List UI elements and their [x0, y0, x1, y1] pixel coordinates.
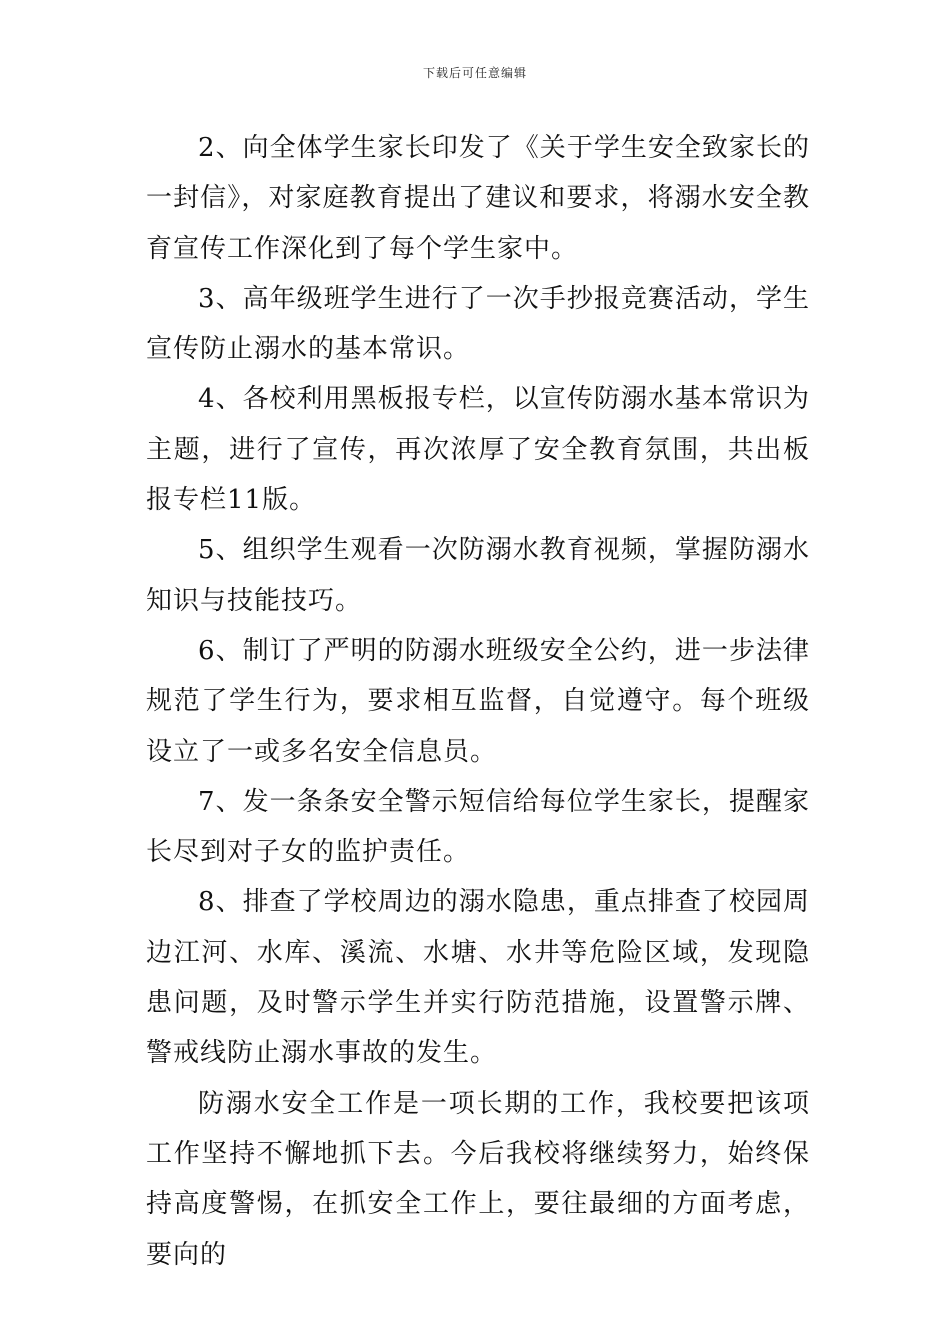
paragraph-item-8: 8、排查了学校周边的溺水隐患，重点排查了校园周边江河、水库、溪流、水塘、水井等危险区域，发现隐患问题，及时警示学生并实行防范措施，设置警示牌、警戒线防止溺水事故的发生。	[146, 887, 810, 1069]
document-body	[146, 123, 810, 1280]
paragraph-item-2: 2、向全体学生家长印发了《关于学生安全致家长的一封信》，对家庭教育提出了建议和要求，将溺水安全教育宣传工作深化到了每个学生家中。	[146, 133, 810, 264]
paragraph-item-7: 7、发一条条安全警示短信给每位学生家长，提醒家长尽到对子女的监护责任。	[146, 786, 810, 868]
paragraph-conclusion: 防溺水安全工作是一项长期的工作，我校要把该项工作坚持不懈地抓下去。今后我校将继续努力，始终保持高度警惕，在抓安全工作上，要往最细的方面考虑，要向的	[146, 1088, 810, 1270]
paragraph-item-4: 4、各校利用黑板报专栏，以宣传防溺水基本常识为主题，进行了宣传，再次浓厚了安全教育氛围，共出板报专栏11版。	[146, 384, 810, 516]
paragraph-item-3: 3、高年级班学生进行了一次手抄报竞赛活动，学生宣传防止溺水的基本常识。	[146, 283, 810, 365]
paragraph-item-5: 5、组织学生观看一次防溺水教育视频，掌握防溺水知识与技能技巧。	[146, 535, 810, 616]
download-note: 下载后可任意编辑	[422, 66, 527, 80]
paragraph-item-6: 6、制订了严明的防溺水班级安全公约，进一步法律规范了学生行为，要求相互监督，自觉遵守。每个班级设立了一或多名安全信息员。	[146, 635, 810, 767]
